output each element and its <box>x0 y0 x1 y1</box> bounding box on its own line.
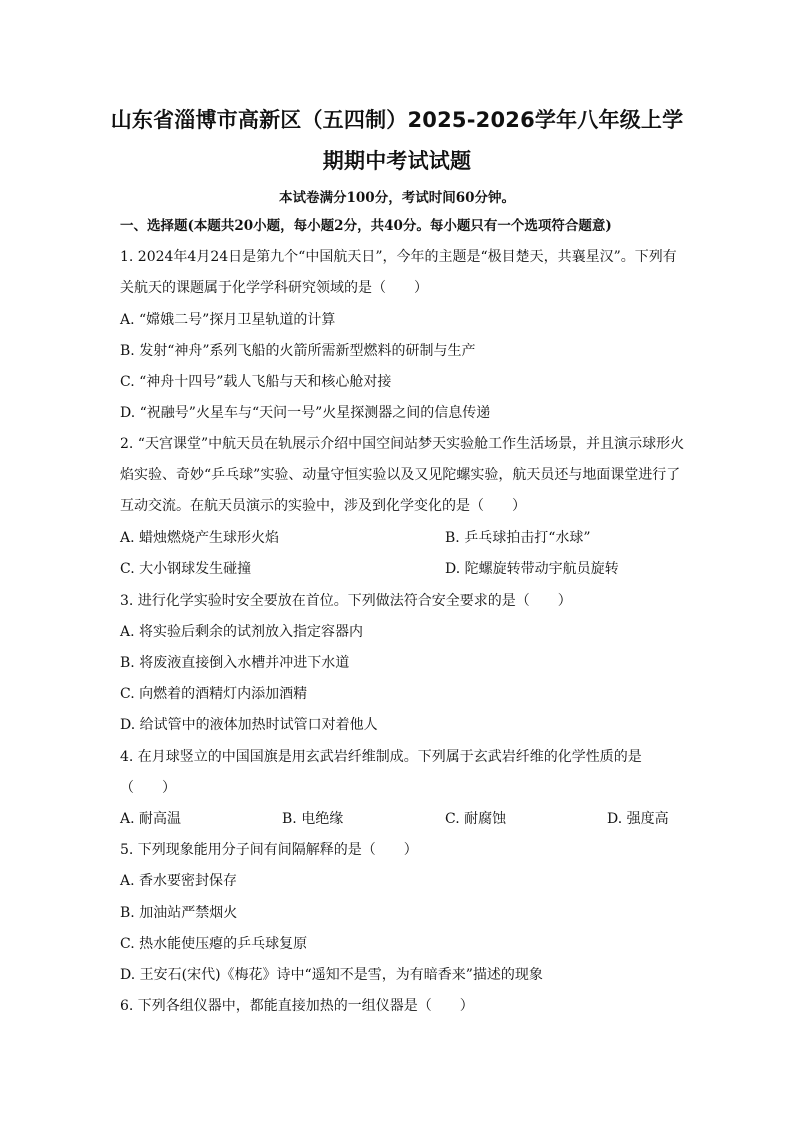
question-1-option-d: D. “祝融号”火星车与“天问一号”火星探测器之间的信息传递 <box>120 405 491 421</box>
question-1-option-b: B. 发射“神舟”系列飞船的火箭所需新型燃料的研制与生产 <box>120 343 476 359</box>
question-1-stem-line-2: 关航天的课题属于化学学科研究领域的是（ ） <box>120 280 428 296</box>
question-5-option-c: C. 热水能使压瘪的乒乓球复原 <box>120 936 308 952</box>
question-2-option-c: C. 大小钢球发生碰撞 <box>120 561 252 577</box>
question-2-stem-line-2: 焰实验、奇妙“乒乓球”实验、动量守恒实验以及又见陀螺实验，航天员还与地面课堂进行了 <box>120 467 681 483</box>
question-3-option-a: A. 将实验后剩余的试剂放入指定容器内 <box>120 624 364 640</box>
question-4-option-b: B. 电绝缘 <box>282 811 344 827</box>
question-5-stem: 5. 下列现象能用分子间有间隔解释的是（ ） <box>120 842 418 858</box>
question-2-option-b: B. 乒乓球拍击打“水球” <box>445 530 591 546</box>
question-2-option-d: D. 陀螺旋转带动宇航员旋转 <box>445 561 619 577</box>
question-4-option-a: A. 耐高温 <box>120 811 182 827</box>
question-5-option-a: A. 香水要密封保存 <box>120 873 238 889</box>
page-title-line-2: 期期中考试试题 <box>322 149 472 173</box>
exam-note: 本试卷满分100分，考试时间60分钟。 <box>279 190 515 206</box>
question-6-stem: 6. 下列各组仪器中，都能直接加热的一组仪器是（ ） <box>120 998 474 1014</box>
question-3-option-c: C. 向燃着的酒精灯内添加酒精 <box>120 686 308 702</box>
question-3-option-d: D. 给试管中的液体加热时试管口对着他人 <box>120 717 378 733</box>
question-5-option-b: B. 加油站严禁烟火 <box>120 905 238 921</box>
question-4-stem-line-2: （ ） <box>120 780 176 796</box>
page-title-line-1: 山东省淄博市高新区（五四制）2025-2026学年八年级上学 <box>110 108 684 132</box>
question-5-option-d: D. 王安石(宋代)《梅花》诗中“遥知不是雪，为有暗香来”描述的现象 <box>120 967 543 983</box>
question-1-option-a: A. “嫦娥二号”探月卫星轨道的计算 <box>120 312 336 328</box>
question-1-stem-line-1: 1. 2024年4月24日是第九个“中国航天日”，今年的主题是“极目楚天，共襄星汉”。下列有 <box>120 249 677 265</box>
section-heading: 一、选择题(本题共20小题，每小题2分，共40分。每小题只有一个选项符合题意) <box>120 218 612 234</box>
question-3-option-b: B. 将废液直接倒入水槽并冲进下水道 <box>120 655 350 671</box>
question-3-stem: 3. 进行化学实验时安全要放在首位。下列做法符合安全要求的是（ ） <box>120 593 572 609</box>
question-1-option-c: C. “神舟十四号”载人飞船与天和核心舱对接 <box>120 374 392 390</box>
question-2-stem-line-3: 互动交流。在航天员演示的实验中，涉及到化学变化的是（ ） <box>120 498 526 514</box>
question-4-stem-line-1: 4. 在月球竖立的中国国旗是用玄武岩纤维制成。下列属于玄武岩纤维的化学性质的是 <box>120 749 642 765</box>
question-4-option-c: C. 耐腐蚀 <box>445 811 507 827</box>
question-4-option-d: D. 强度高 <box>607 811 669 827</box>
question-2-option-a: A. 蜡烛燃烧产生球形火焰 <box>120 530 280 546</box>
question-2-stem-line-1: 2. “天宫课堂”中航天员在轨展示介绍中国空间站梦天实验舱工作生活场景，并且演示球形火 <box>120 436 685 452</box>
